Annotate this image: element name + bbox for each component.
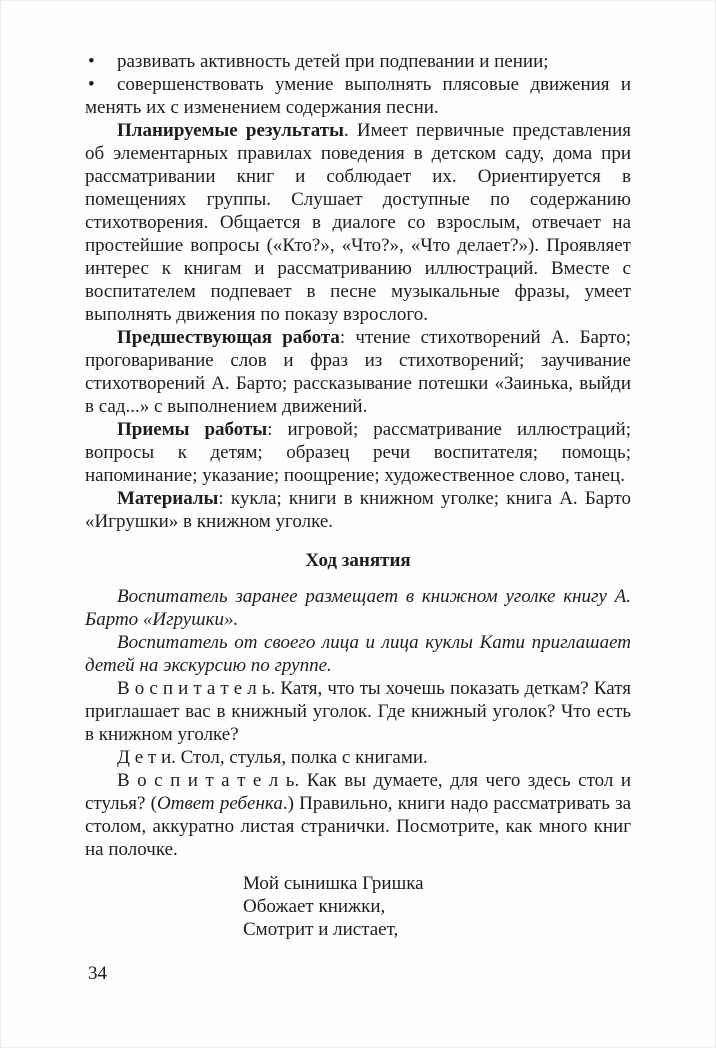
paragraph-prior-work: [85, 326, 631, 418]
page-content: [85, 50, 631, 941]
dialogue-text: Катя, что ты хочешь показать деткам? Катя приглашает вас в книжный уголок. Где книжный уголок? Что есть в книжном уголке?: [85, 678, 631, 745]
dialogue-line-children: [85, 746, 631, 769]
dialogue-text: Стол, стулья, полка с книгами.: [175, 747, 428, 768]
paragraph-body: : игровой; рассматривание иллюстраций; вопросы к детям; образец речи воспитателя; помощь; напоминание; указание; поощрение; художественное слово, танец.: [85, 419, 631, 486]
verse-line: Смотрит и листает,: [243, 919, 399, 940]
stage-direction: Воспитатель от своего лица и лица куклы Кати приглашает детей на экскурсию по группе.: [85, 632, 631, 676]
paragraph-body: . Имеет первичные представления об элементарных правилах поведения в детском саду, дома при рассматривании книг и соблюдает их. Ориентируется в помещениях группы. Слушает доступные по содержанию стихотворения. Общается в диалоге со взрослым, отвечает на простейшие вопросы («Кто?», «Что?», «Что делает?»). Проявляет интерес к книгам и рассматриванию иллюстраций. Вместе с воспитателем подпевает в песне музыкальные фразы, умеет выполнять движения по показу взрослого.: [85, 120, 631, 325]
bullet-icon: •: [88, 74, 95, 95]
paragraph-label: Предшествующая работа: [117, 327, 340, 348]
dialogue-line-teacher: [85, 769, 631, 861]
bullet-text: развивать активность детей при подпевании и пении;: [117, 51, 549, 72]
paragraph-methods: [85, 418, 631, 487]
paragraph-body: : кукла; книги в книжном уголке; книга А. Барто «Игрушки» в книжном уголке.: [85, 488, 631, 532]
paragraph-label: Планируемые результаты: [117, 120, 344, 141]
bullet-item: [85, 73, 631, 119]
verse-line: Мой сынишка Гришка: [243, 873, 424, 894]
paragraph-planned-results: [85, 119, 631, 326]
verse-block: [243, 872, 631, 941]
bullet-item: [85, 50, 631, 73]
speaker-name: Д е т и.: [117, 747, 176, 768]
dialogue-text: Как вы думаете, для чего здесь стол и стулья? (: [85, 770, 632, 814]
paragraph-materials: [85, 487, 631, 533]
speaker-name: В о с п и т а т е л ь.: [117, 770, 300, 791]
paragraph-label: Материалы: [117, 488, 219, 509]
page-number: 34: [88, 963, 107, 984]
dialogue-text: .) Правильно, книги надо рассматривать за столом, аккуратно листая странички. Посмотрите, как много книг на полочке.: [85, 793, 632, 860]
speaker-name: В о с п и т а т е л ь.: [117, 678, 276, 699]
verse-line: Обожает книжки,: [243, 896, 386, 917]
bullet-icon: •: [88, 51, 95, 72]
bullet-text: совершенствовать умение выполнять плясовые движения и менять их с изменением содержания песни.: [85, 74, 631, 118]
paragraph-body: : чтение стихотворений А. Барто; проговаривание слов и фраз из стихотворений; заучивание стихотворений А. Барто; рассказывание потешки «Заинька, выйди в сад...» с выполнением движений.: [85, 327, 631, 417]
dialogue-line-teacher: [85, 677, 631, 746]
section-heading: Ход занятия: [305, 550, 411, 571]
dialogue-aside: Ответ ребенка: [157, 793, 283, 814]
paragraph-label: Приемы работы: [117, 419, 268, 440]
stage-direction: Воспитатель заранее размещает в книжном уголке книгу А. Барто «Игрушки».: [85, 586, 631, 630]
